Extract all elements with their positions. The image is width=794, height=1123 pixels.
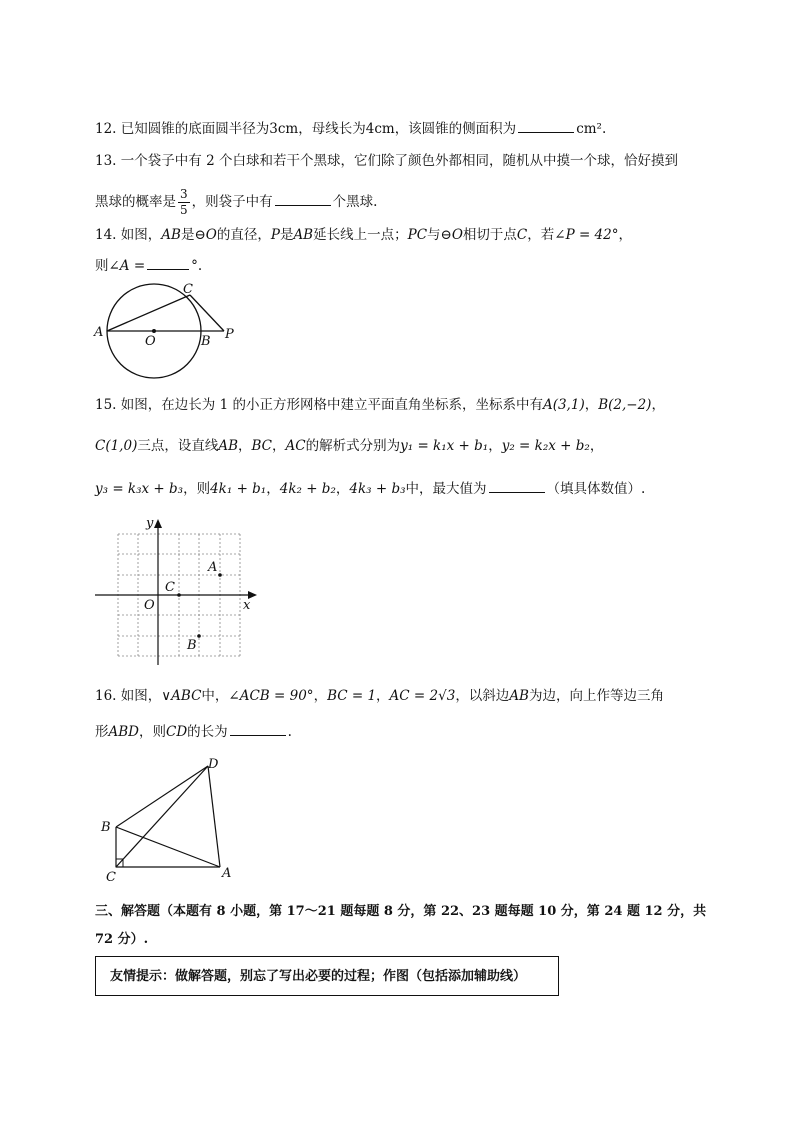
segment-bd <box>116 766 208 827</box>
tip-text: 友情提示：做解答题，别忘了写出必要的过程；作图（包括添加辅助线） <box>110 969 527 984</box>
q14-text-d: 是 <box>279 227 294 243</box>
q16-angle: ∠ACB = 90° <box>228 688 314 704</box>
q12-radius: 3cm <box>269 121 299 137</box>
label-a: A <box>94 325 104 340</box>
q15-sep-5: ， <box>488 438 502 454</box>
label-p: P <box>225 327 234 342</box>
q12-text-c: ，该圆锥的侧面积为 <box>394 121 517 137</box>
q15-text-a: 如图，在边长为 1 的小正方形网格中建立平面直角坐标系，坐标系中有 <box>120 397 543 413</box>
question-14-line2 <box>95 256 202 276</box>
q14-text-b: 是 <box>180 227 195 243</box>
q13-text-d: 个黑球. <box>332 194 378 210</box>
q14-p: P <box>270 227 280 243</box>
q14-angle-p: ∠P = 42° <box>554 227 619 243</box>
q15-line-bc: BC <box>251 438 273 454</box>
question-13-line2 <box>95 186 377 218</box>
label-a: A <box>222 866 232 881</box>
q15-line-ab: AB <box>218 438 239 454</box>
section-3-line2: 72 分）. <box>95 932 149 947</box>
question-15-line2 <box>95 436 603 456</box>
y-axis-arrow <box>154 519 162 528</box>
tip-box <box>95 956 559 996</box>
q12-slant: 4cm <box>365 121 395 137</box>
figure-15-grid <box>92 513 262 668</box>
label-x: x <box>243 598 251 613</box>
q15-sep-6: ， <box>589 438 604 454</box>
q16-text-d: 为边，向上作等边三角 <box>528 688 664 704</box>
q15-point-c: C(1,0) <box>95 438 138 454</box>
q14-number: 14. <box>95 227 117 243</box>
question-16-line1 <box>95 686 664 706</box>
q16-bc: BC = 1 <box>327 688 377 704</box>
q12-unit: cm² <box>576 121 602 137</box>
q16-text-c: ，以斜边 <box>455 688 510 704</box>
q12-end: . <box>601 121 607 137</box>
q14-circle-o: ⊖O <box>194 227 217 243</box>
label-c: C <box>183 282 193 297</box>
q14-text-k: °. <box>191 258 203 274</box>
label-d: D <box>208 757 219 772</box>
q15-text-b: 三点，设直线 <box>137 438 219 454</box>
q12-text: 已知圆锥的底面圆半径为 <box>120 121 270 137</box>
q14-angle-a: ∠A = <box>108 258 146 274</box>
q14-text-j: 则 <box>95 258 109 274</box>
q15-sep-3: ， <box>238 438 252 454</box>
q14-ab: AB <box>161 227 181 243</box>
label-c: C <box>106 870 116 884</box>
q13-text-b: 黑球的概率是 <box>95 194 176 210</box>
question-15-line1 <box>95 395 665 415</box>
q14-text-e: 延长线上一点； <box>313 227 408 243</box>
figure-16-triangle <box>98 752 238 884</box>
q12-text-b: ，母线长为 <box>298 121 366 137</box>
q16-sep-1: ， <box>313 688 328 704</box>
segment-cd <box>116 766 208 867</box>
point-b <box>197 634 201 638</box>
label-a: A <box>208 560 218 575</box>
q12-number: 12. <box>95 121 117 137</box>
label-b: B <box>187 638 197 653</box>
q15-text-f: （填具体数值）. <box>546 481 646 497</box>
q14-c: C <box>516 227 528 243</box>
section-3-heading-2 <box>95 930 148 950</box>
label-b: B <box>201 334 211 349</box>
q16-cd: CD <box>166 724 188 740</box>
q15-eq-3: y₃ = k₃x + b₃ <box>95 481 184 497</box>
q16-number: 16. <box>95 688 117 704</box>
q13-frac-num: 3 <box>180 187 188 201</box>
section-3-line1: 三、解答题（本题有 8 小题，第 17～21 题每题 8 分，第 22、23 题每题 10 分，第 24 题 12 分，共 <box>95 904 707 919</box>
q15-point-b: B(2,−2) <box>598 397 652 413</box>
segment-ac <box>107 295 190 331</box>
label-b: B <box>101 820 111 835</box>
question-13-line1 <box>95 151 678 171</box>
point-c <box>177 593 181 597</box>
segment-pc <box>190 295 224 331</box>
question-16-line2 <box>95 722 292 742</box>
q15-v1: 4k₁ + b₁ <box>210 481 267 497</box>
label-c: C <box>165 580 175 595</box>
segment-ad <box>208 766 220 867</box>
q13-frac-den: 5 <box>180 203 188 217</box>
q13-fraction <box>178 187 190 218</box>
q14-text-g: 相切于点 <box>462 227 517 243</box>
q14-text-i: ， <box>618 227 632 243</box>
q15-eq-2: y₂ = k₂x + b₂ <box>501 438 590 454</box>
q15-sep-4: ， <box>272 438 286 454</box>
q13-number: 13. <box>95 153 117 169</box>
q16-text-h: . <box>287 724 292 740</box>
q13-text-c: ，则袋子中有 <box>191 194 273 210</box>
label-y: y <box>146 516 154 531</box>
q14-answer-blank[interactable] <box>147 257 189 270</box>
q13-answer-blank[interactable] <box>275 193 331 206</box>
q14-text-c: 的直径， <box>216 227 271 243</box>
label-o: O <box>144 598 155 613</box>
q15-text-c: 的解析式分别为 <box>305 438 401 454</box>
section-3-heading <box>95 902 706 922</box>
q15-line-ac: AC <box>285 438 306 454</box>
q14-circle-o-2: ⊖O <box>440 227 463 243</box>
segment-ab <box>116 827 220 867</box>
q14-text-a: 如图， <box>120 227 162 243</box>
q15-eq-1: y₁ = k₁x + b₁ <box>400 438 489 454</box>
figure-14-circle <box>90 280 250 385</box>
q14-text-h: ，若 <box>527 227 555 243</box>
q16-triangle: ∨ABC <box>161 688 202 704</box>
q15-sep-8: ， <box>335 481 350 497</box>
q16-text-g: 的长为 <box>187 724 228 740</box>
q14-text-f: 与 <box>427 227 441 243</box>
q14-pc: PC <box>407 227 428 243</box>
q15-v3: 4k₃ + b₃ <box>349 481 406 497</box>
q16-abd: ABD <box>108 724 139 740</box>
q16-text-b: 中， <box>201 688 229 704</box>
q15-v2: 4k₂ + b₂ <box>279 481 336 497</box>
q16-sep-2: ， <box>376 688 390 704</box>
q16-answer-blank[interactable] <box>230 723 286 736</box>
question-12 <box>95 119 606 139</box>
q15-answer-blank[interactable] <box>489 480 545 493</box>
q12-answer-blank[interactable] <box>518 120 574 133</box>
question-15-line3 <box>95 479 645 499</box>
q15-sep-1: ， <box>584 397 599 413</box>
q15-text-d: ，则 <box>183 481 211 497</box>
q16-ac: AC = 2√3 <box>389 688 456 704</box>
label-o: O <box>145 334 156 349</box>
q15-sep-7: ， <box>266 481 280 497</box>
q16-text-a: 如图， <box>120 688 162 704</box>
q16-text-e: 形 <box>95 724 109 740</box>
q15-text-e: 中，最大值为 <box>405 481 487 497</box>
q15-sep-2: ， <box>651 397 665 413</box>
q16-text-f: ，则 <box>139 724 166 740</box>
point-o <box>152 329 156 333</box>
q16-ab: AB <box>509 688 529 704</box>
q13-text: 一个袋子中有 2 个白球和若干个黑球，它们除了颜色外都相同，随机从中摸一个球，恰好摸到 <box>120 153 678 169</box>
point-a <box>218 573 222 577</box>
q15-point-a: A(3,1) <box>542 397 585 413</box>
question-14-line1 <box>95 225 632 245</box>
q15-number: 15. <box>95 397 117 413</box>
q14-ab-2: AB <box>293 227 314 243</box>
